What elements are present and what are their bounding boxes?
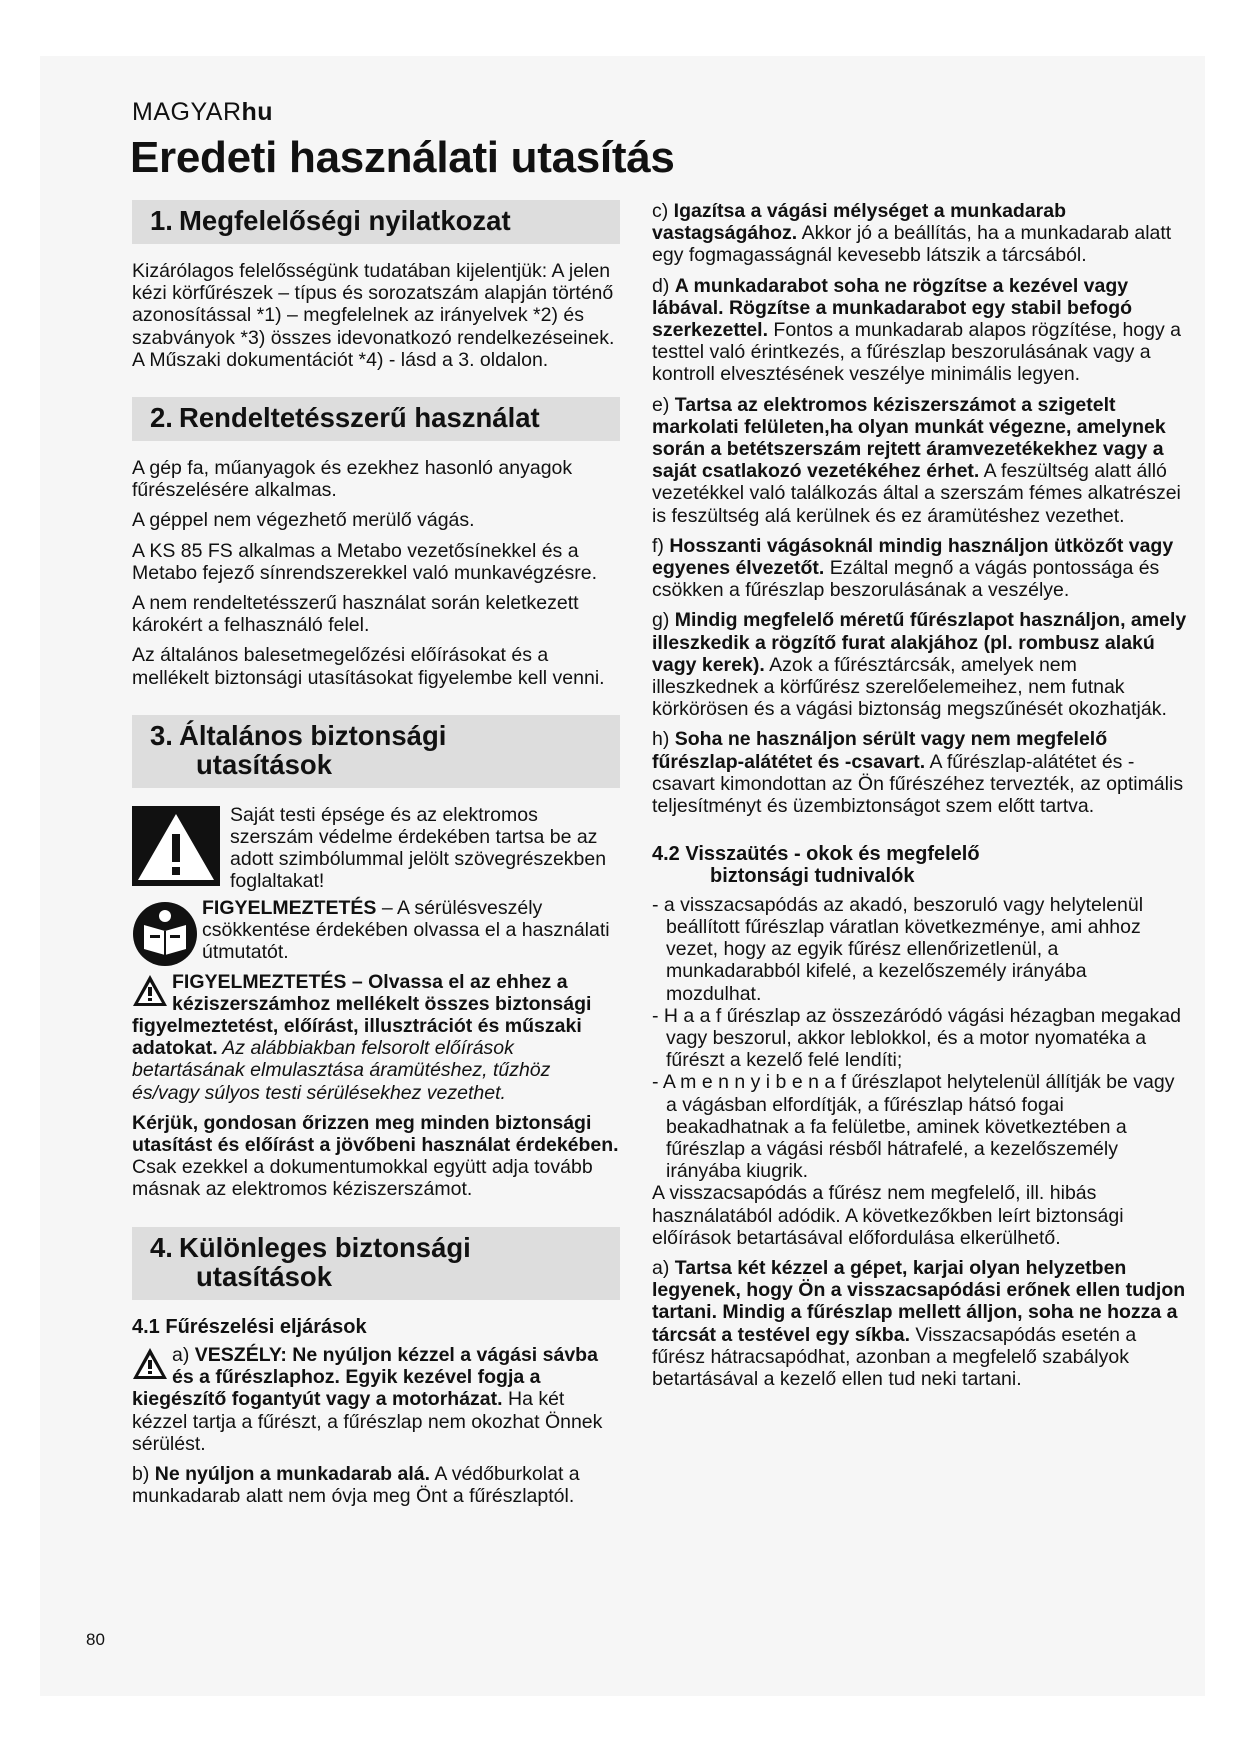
language-label: MAGYARhu xyxy=(132,98,274,126)
item-g: g) Mindig megfelelő méretű fűrészlapot használjon, amely illeszkedik a rögzítő furat alakjához (pl. rombusz alakú vagy kerek). Azok a fűrésztárcsák, amelyek nem illeszkednek a körfűrész szerelőelemeihez, nem futnak körkörösen és a vágási biztonság megszűnését okozhatják. xyxy=(652,609,1187,721)
keep-instructions-text: Csak ezekkel a dokumentumokkal együtt adja tovább másnak az elektromos kéziszerszámot. xyxy=(132,1156,593,1201)
section-1-text: Kizárólagos felelősségünk tudatában kijelentjük: A jelen kézi körfűrészek – típus és sorozatszám alapján történő azonosítással *1) – megfelelnek az irányelvek *2) és szabványok *3) összes idevonatkozó rendelkezéseinek. A Műszaki dokumentációt *4) - lásd a 3. oldalon. xyxy=(132,260,615,371)
kickback-item: - H a a f űrészlap az összezáródó vágási hézagban megakad vagy beszorul, akkor leblokkol, és a motor nyomatéka a fűrészt a kezelő felé lendíti; xyxy=(652,1004,1181,1072)
read-manual-icon xyxy=(132,901,198,967)
keep-instructions-bold: Kérjük, gondosan őrizzen meg minden biztonsági utasítást és előírást a jövőbeni használat érdekében. xyxy=(132,1111,619,1157)
general-warning: FIGYELMEZTETÉS – Olvassa el az ehhez a kéziszerszámhoz mellékelt összes biztonsági figyelmeztetést, előírást, illusztrációt és műszaki adatokat. Az alábbiakban felsorolt előírások betartásának elmulasztása áramütéshez, tűzhöz és/vagy súlyos testi sérülésekhez vezethet. xyxy=(132,970,592,1104)
warning-triangle-icon xyxy=(132,806,220,886)
section-2-text: A nem rendeltetésszerű használat során keletkezett károkért a felhasználó felel. xyxy=(132,592,579,637)
section-1-heading: 1. Megfelelőségi nyilatkozat xyxy=(132,200,620,244)
kickback-item: - a visszacsapódás az akadó, beszoruló vagy helytelenül beállított fűrészlap váratlan következménye, ami ahhoz vezet, hogy az egyik fűrész ellenőrizetlenül, a munkadarabból kifelé, a kezelőszemély irányába mozdulhat. xyxy=(652,893,1144,1005)
page-number: 80 xyxy=(86,1630,105,1649)
section-3-heading: 3. Általános biztonsági utasítások xyxy=(132,715,620,788)
subsection-4-2-heading: 4.2 Visszaütés - okok és megfelelő biztonsági tudnivalók xyxy=(652,843,980,888)
section-2-text: A gép fa, műanyagok és ezekhez hasonló anyagok fűrészelésére alkalmas. xyxy=(132,457,573,502)
kickback-summary: A visszacsapódás a fűrész nem megfelelő, ill. hibás használatából adódik. A következőkben leírt biztonsági előírások betartásával előfordulása elkerülhető. xyxy=(652,1182,1124,1249)
right-column xyxy=(652,200,1187,1398)
warning-icon xyxy=(132,1347,168,1380)
section-2-text: A géppel nem végezhető merülő vágás. xyxy=(132,509,475,532)
warning-icon xyxy=(132,974,168,1007)
kickback-item: - A m e n n y i b e n a f űrészlapot helytelenül állítják be vagy a vágásban elfordítják, a fűrészlap hátsó fogai beakadhatnak a fa felületbe, aminek következtében a fűrészlap a vágási résből hátrafelé, a kezelőszemély irányába kiugrik. xyxy=(652,1071,1175,1183)
item-a: a) VESZÉLY: Ne nyúljon kézzel a vágási sávba és a fűrészlaphoz. Egyik kezével fogja a kiegészítő fogantyút vagy a motorházat. Ha két kézzel tartja a fűrészt, a fűrészlap nem okozhat Önnek sérülést. xyxy=(132,1343,603,1455)
section-4-heading: 4. Különleges biztonsági utasítások xyxy=(132,1227,620,1300)
item-h: h) Soha ne használjon sérült vagy nem megfelelő fűrészlap-alátétet és -csavart. A fűrészlap-alátétet és -csavart kimondottan az Ön fűrészéhez tervezték, az optimális teljesítményt és üzembiztonságot szem előtt tartva. xyxy=(652,728,1184,818)
section-2-text: Az általános balesetmegelőzési előírásokat és a mellékelt biztonsági utasításokat figyelembe kell venni. xyxy=(132,644,605,689)
warning-label: FIGYELMEZTETÉS xyxy=(202,896,377,919)
page-title: Eredeti használati utasítás xyxy=(130,133,675,182)
symbol-note-text: Saját testi épsége és az elektromos szerszám védelme érdekében tartsa be az adott szimbólummal jelölt szövegrészekben foglaltakat! xyxy=(230,803,607,893)
item-c: c) Igazítsa a vágási mélységet a munkadarab vastagságához. Akkor jó a beállítás, ha a munkadarab alatt egy fogmagasságnál kevesebb látszik a tárcsából. xyxy=(652,200,1172,267)
left-column xyxy=(132,200,620,1515)
item-d: d) A munkadarabot soha ne rögzítse a kezével vagy lábával. Rögzítse a munkadarabot egy stabil befogó szerkezettel. Fontos a munkadarab alapos rögzítése, hogy a testtel való érintkezés, a fűrészlap beszorulásának vagy a kontroll elvesztésének veszélye minimális legyen. xyxy=(652,274,1181,386)
item-b: b) Ne nyúljon a munkadarab alá. A védőburkolat a munkadarab alatt nem óvja meg Önt a fűrészlaptól. xyxy=(132,1462,580,1508)
section-2-text: A KS 85 FS alkalmas a Metabo vezetősínekkel és a Metabo fejező sínrendszerekkel való munkavégzésre. xyxy=(132,539,597,584)
section-2-heading: 2. Rendeltetésszerű használat xyxy=(132,397,620,441)
item-e: e) Tartsa az elektromos kéziszerszámot a szigetelt markolati felületen,ha olyan munkát végezne, amelynek során a betétszerszám rejtett áramvezetékekhez vagy a saját csatlakozó vezetékéhez érhet. A feszültség alatt álló vezetékkel való találkozás által a szerszám fémes alkatrészei is feszültség alá kerülnek és ez áramütéshez vezethet. xyxy=(652,393,1181,527)
manual-warning xyxy=(132,897,620,967)
item-f: f) Hosszanti vágásoknál mindig használjon ütközőt vagy egyenes élvezetőt. Ezáltal megnő a vágás pontossága és csökken a fűrészlap beszorulásának a veszélye. xyxy=(652,534,1174,602)
subsection-4-1-heading: 4.1 Fűrészelési eljárások xyxy=(132,1315,367,1338)
kickback-item-a: a) Tartsa két kézzel a gépet, karjai olyan helyzetben legyenek, hogy Ön a visszacsapódási erőnek ellen tudjon tartani. Mindig a fűrészlap mellett álljon, soha ne hozza a tárcsát a testével egy síkba. Visszacsapódás esetén a fűrész hátracsapódhat, azonban a megfelelő szabályok betartásával a kezelő ellen tud neki tartani. xyxy=(652,1256,1186,1390)
symbol-note xyxy=(132,804,620,893)
warning-text: – A sérülésveszély csökkentése érdekében olvassa el a használati útmutatót. xyxy=(202,896,610,964)
